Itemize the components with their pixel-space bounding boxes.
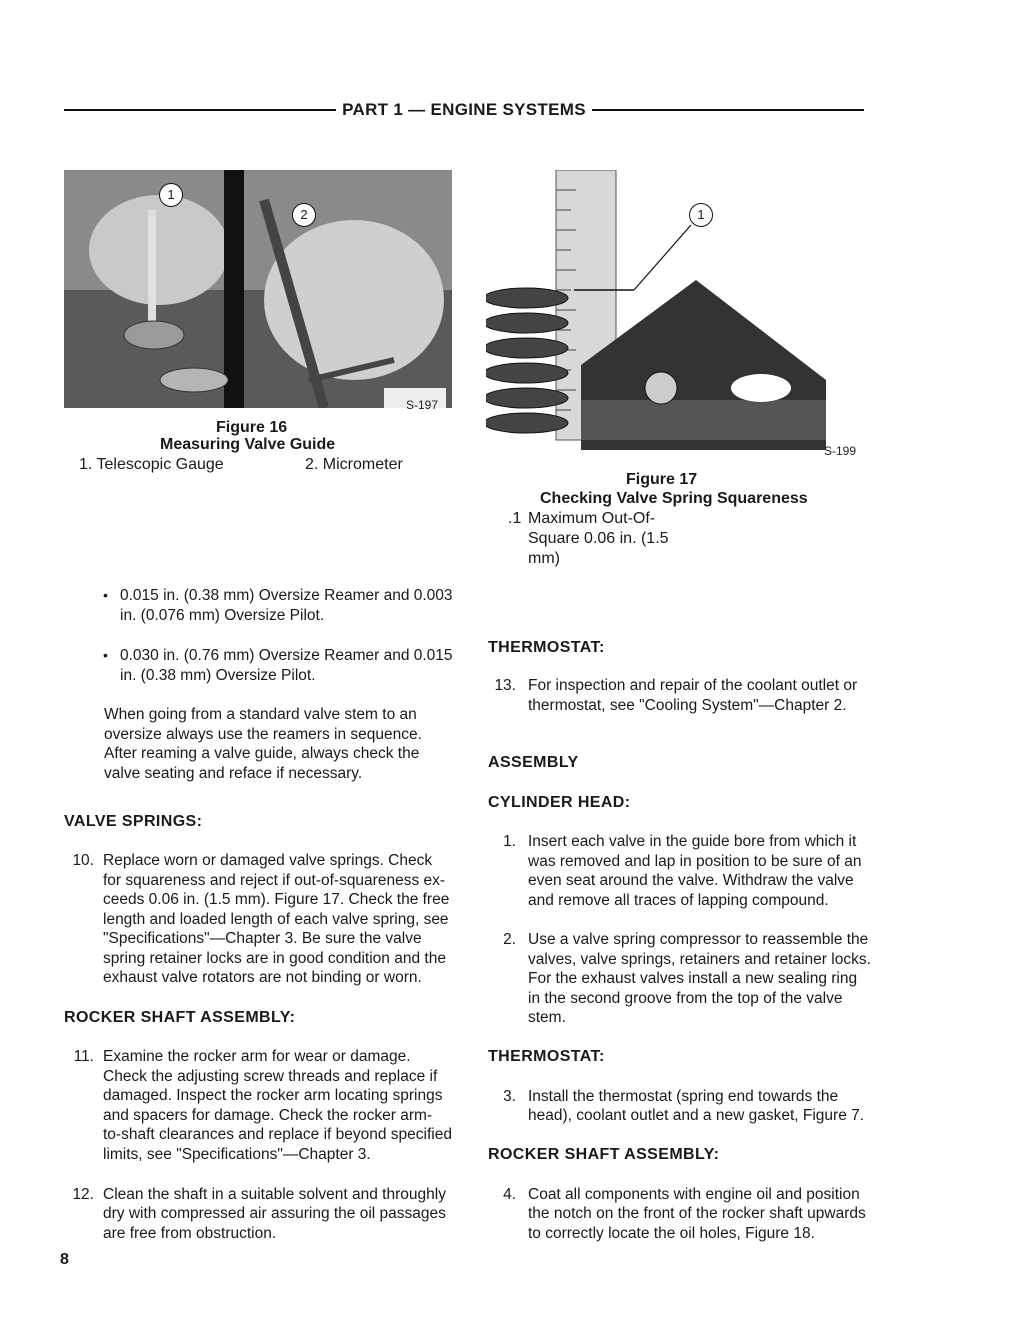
item-4-line-3: to correctly locate the oil holes, Figure 18. [528,1225,815,1242]
item-11-line-6: limits, see "Specifications"—Chapter 3. [103,1146,371,1163]
bullet-2-line-2: in. (0.38 mm) Oversize Pilot. [120,667,316,684]
item-13-line-2: thermostat, see "Cooling System"—Chapter 2. [528,697,847,714]
bullet-2-dot: • [103,647,108,663]
item-2-line-3: For the exhaust valves install a new sealing ring [528,970,858,987]
figure16-code: S-197 [406,398,439,412]
item-2-line-5: stem. [528,1009,566,1026]
item-3-line-1: Install the thermostat (spring end towards the [528,1088,839,1105]
heading-valve-springs: VALVE SPRINGS: [64,813,203,830]
figure17-title: Figure 17 [626,471,698,488]
para-line-3: After reaming a valve guide, always check the [104,745,420,762]
item-10-line-1: Replace worn or damaged valve springs. Check [103,852,433,869]
item-3-number: 3. [503,1088,516,1105]
item-11-line-3: damaged. Inspect the rocker arm locating springs [103,1087,443,1104]
bullet-2-line-1: 0.030 in. (0.76 mm) Oversize Reamer and 0.015 [120,647,453,664]
item-11-line-4: and spacers for damage. Check the rocker arm- [103,1107,433,1124]
item-11-line-1: Examine the rocker arm for wear or damage. [103,1048,411,1065]
item-1-number: 1. [503,833,516,850]
item-10-line-2: for squareness and reject if out-of-squareness ex- [103,872,446,889]
item-12-line-3: are free from obstruction. [103,1225,277,1242]
item-4-line-2: the notch on the front of the rocker shaft upwards [528,1205,866,1222]
bullet-1-line-2: in. (0.076 mm) Oversize Pilot. [120,607,325,624]
header-rule-right [592,109,864,111]
item-1-line-3: even seat around the valve. Withdraw the valve [528,872,854,889]
item-13-number: 13. [494,677,516,694]
item-13-line-1: For inspection and repair of the coolant outlet or [528,677,858,694]
item-2-line-2: valves, valve springs, retainers and retainer locks. [528,951,871,968]
item-10-line-6: spring retainer locks are in good condition and the [103,950,446,967]
item-4-number: 4. [503,1186,516,1203]
item-2-number: 2. [503,931,516,948]
figure17-illustration [486,170,826,460]
para-line-1: When going from a standard valve stem to an [104,706,417,723]
figure16-legend-2: 2. Micrometer [305,456,403,473]
header-title: PART 1 — ENGINE SYSTEMS [342,100,586,119]
figure16-callout-1: 1 [159,183,183,207]
heading-rocker-shaft-left: ROCKER SHAFT ASSEMBLY: [64,1009,296,1026]
figure17-legend-line-1: Maximum Out-Of- [528,510,656,527]
item-11-line-5: to-shaft clearances and replace if beyond specified [103,1126,452,1143]
item-11-line-2: Check the adjusting screw threads and replace if [103,1068,438,1085]
heading-assembly: ASSEMBLY [488,754,579,771]
item-11-number: 11. [73,1048,94,1065]
figure17-legend-num: .1 [508,510,522,527]
item-2-line-1: Use a valve spring compressor to reassemble the [528,931,869,948]
figure16-legend-1: 1. Telescopic Gauge [79,456,224,473]
item-10-number: 10. [72,852,94,869]
bullet-1-dot: • [103,587,108,603]
item-3-line-2: head), coolant outlet and a new gasket, Figure 7. [528,1107,865,1124]
item-2-line-4: in the second groove from the top of the valve [528,990,843,1007]
figure17-callout-1: 1 [689,203,713,227]
heading-cylinder-head: CYLINDER HEAD: [488,794,631,811]
page-number: 8 [60,1251,70,1268]
figure16-title: Figure 16 [216,419,288,436]
para-line-4: valve seating and reface if necessary. [104,765,363,782]
item-10-line-3: ceeds 0.06 in. (1.5 mm). Figure 17. Check the free [103,891,450,908]
figure17-subtitle: Checking Valve Spring Squareness [540,490,808,507]
heading-thermostat-1: THERMOSTAT: [488,639,605,656]
item-1-line-2: was removed and lap in position to be sure of an [528,853,862,870]
figure17-legend-line-2: Square 0.06 in. (1.5 [528,530,669,547]
item-1-line-4: and remove all traces of lapping compound. [528,892,829,909]
item-10-line-7: exhaust valve rotators are not binding or worn. [103,969,422,986]
para-line-2: oversize always use the reamers in sequence. [104,726,422,743]
bullet-1-line-1: 0.015 in. (0.38 mm) Oversize Reamer and 0.003 [120,587,453,604]
item-10-line-5: "Specifications"—Chapter 3. Be sure the valve [103,930,422,947]
item-1-line-1: Insert each valve in the guide bore from which it [528,833,857,850]
figure16-subtitle: Measuring Valve Guide [160,436,336,453]
heading-thermostat-2: THERMOSTAT: [488,1048,605,1065]
item-12-line-1: Clean the shaft in a suitable solvent and throughly [103,1186,446,1203]
figure17-code: S-199 [824,444,857,458]
item-4-line-1: Coat all components with engine oil and position [528,1186,860,1203]
item-12-number: 12. [72,1186,94,1203]
item-10-line-4: length and loaded length of each valve spring, see [103,911,449,928]
figure16-callout-2: 2 [292,203,316,227]
heading-rocker-shaft-right: ROCKER SHAFT ASSEMBLY: [488,1146,720,1163]
item-12-line-2: dry with compressed air assuring the oil passages [103,1205,446,1222]
figure17-legend-line-3: mm) [528,550,560,567]
figure17-photo [486,170,826,460]
